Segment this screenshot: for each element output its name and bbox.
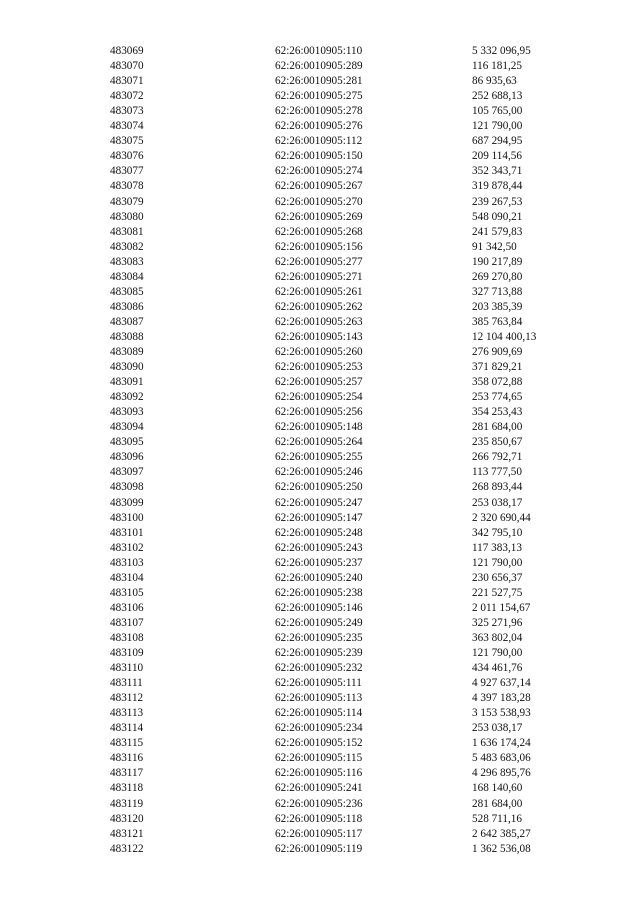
table-row xyxy=(0,270,640,285)
table-row xyxy=(0,842,640,857)
cadastral-value: 86 935,63 xyxy=(472,75,517,88)
record-number: 483108 xyxy=(110,631,144,644)
table-row xyxy=(0,450,640,465)
cadastral-number: 62:26:0010905:114 xyxy=(275,707,363,720)
cadastral-number: 62:26:0010905:250 xyxy=(275,481,363,494)
cadastral-number: 62:26:0010905:112 xyxy=(275,135,363,148)
record-number: 483081 xyxy=(110,225,144,238)
cadastral-value: 2 642 385,27 xyxy=(472,827,531,840)
table-row xyxy=(0,74,640,89)
record-number: 483122 xyxy=(110,842,144,855)
cadastral-value: 268 893,44 xyxy=(472,481,523,494)
cadastral-value: 2 011 154,67 xyxy=(472,601,531,614)
cadastral-number: 62:26:0010905:143 xyxy=(275,330,363,343)
cadastral-value: 276 909,69 xyxy=(472,346,523,358)
record-number: 483117 xyxy=(110,767,144,780)
cadastral-value: 113 777,50 xyxy=(472,466,522,479)
record-number: 483094 xyxy=(110,421,144,434)
cadastral-value: 203 385,39 xyxy=(472,300,523,313)
record-number: 483086 xyxy=(110,300,144,313)
cadastral-number: 62:26:0010905:277 xyxy=(275,255,363,268)
table-row xyxy=(0,736,640,751)
record-number: 483090 xyxy=(110,361,144,374)
table-row xyxy=(0,210,640,225)
record-number: 483091 xyxy=(110,376,144,389)
table-row xyxy=(0,480,640,495)
cadastral-value: 221 527,75 xyxy=(472,586,523,599)
record-number: 483105 xyxy=(110,586,144,599)
cadastral-number: 62:26:0010905:240 xyxy=(275,571,363,584)
table-row xyxy=(0,119,640,134)
table-row xyxy=(0,676,640,691)
record-number: 483070 xyxy=(110,60,144,73)
cadastral-number: 62:26:0010905:256 xyxy=(275,406,363,419)
table-row xyxy=(0,225,640,240)
record-number: 483083 xyxy=(110,255,144,268)
cadastral-number: 62:26:0010905:289 xyxy=(275,60,363,73)
record-number: 483109 xyxy=(110,647,144,659)
cadastral-value: 319 878,44 xyxy=(472,180,523,193)
cadastral-number: 62:26:0010905:247 xyxy=(275,496,363,509)
cadastral-number: 62:26:0010905:268 xyxy=(275,225,363,238)
cadastral-value: 12 104 400,13 xyxy=(472,330,537,343)
table-row xyxy=(0,511,640,526)
record-number: 483069 xyxy=(110,45,144,57)
cadastral-value: 371 829,21 xyxy=(472,361,523,374)
cadastral-number: 62:26:0010905:263 xyxy=(275,315,363,328)
record-number: 483079 xyxy=(110,195,144,208)
table-row xyxy=(0,601,640,616)
table-row xyxy=(0,766,640,781)
table-row xyxy=(0,571,640,586)
table-row xyxy=(0,164,640,179)
record-number: 483103 xyxy=(110,556,144,569)
cadastral-number: 62:26:0010905:234 xyxy=(275,722,363,735)
record-number: 483087 xyxy=(110,315,144,328)
cadastral-value: 528 711,16 xyxy=(472,812,522,825)
cadastral-number: 62:26:0010905:235 xyxy=(275,631,363,644)
record-number: 483071 xyxy=(110,75,144,88)
cadastral-value: 3 153 538,93 xyxy=(472,707,531,720)
record-number: 483099 xyxy=(110,496,144,509)
cadastral-number: 62:26:0010905:270 xyxy=(275,195,363,208)
cadastral-value: 1 362 536,08 xyxy=(472,842,531,855)
cadastral-number: 62:26:0010905:119 xyxy=(275,842,363,855)
cadastral-value: 4 296 895,76 xyxy=(472,767,531,780)
cadastral-number: 62:26:0010905:239 xyxy=(275,647,363,659)
record-number: 483116 xyxy=(110,752,144,765)
table-row xyxy=(0,345,640,360)
table-row xyxy=(0,631,640,646)
table-row xyxy=(0,360,640,375)
cadastral-value: 327 713,88 xyxy=(472,285,523,298)
table-row xyxy=(0,300,640,315)
cadastral-value: 5 332 096,95 xyxy=(472,45,531,57)
table-row xyxy=(0,616,640,631)
cadastral-number: 62:26:0010905:281 xyxy=(275,75,363,88)
cadastral-value: 241 579,83 xyxy=(472,225,523,238)
table-row xyxy=(0,89,640,104)
cadastral-value: 4 927 637,14 xyxy=(472,677,531,690)
cadastral-number: 62:26:0010905:147 xyxy=(275,511,363,524)
table-row xyxy=(0,751,640,766)
record-number: 483102 xyxy=(110,541,144,554)
table-row xyxy=(0,134,640,149)
table-row xyxy=(0,797,640,812)
cadastral-value: 117 383,13 xyxy=(472,541,522,554)
table-row xyxy=(0,435,640,450)
cadastral-number: 62:26:0010905:116 xyxy=(275,767,363,780)
table-row xyxy=(0,149,640,164)
cadastral-number: 62:26:0010905:237 xyxy=(275,556,363,569)
record-number: 483077 xyxy=(110,165,144,178)
cadastral-value: 269 270,80 xyxy=(472,270,523,283)
cadastral-number: 62:26:0010905:110 xyxy=(275,45,363,57)
record-number: 483089 xyxy=(110,346,144,358)
cadastral-value: 363 802,04 xyxy=(472,631,523,644)
record-number: 483072 xyxy=(110,90,144,103)
cadastral-number: 62:26:0010905:152 xyxy=(275,737,363,750)
cadastral-number: 62:26:0010905:118 xyxy=(275,812,363,825)
table-row xyxy=(0,375,640,390)
cadastral-number: 62:26:0010905:113 xyxy=(275,692,363,705)
table-row xyxy=(0,59,640,74)
table-row xyxy=(0,104,640,119)
cadastral-value: 434 461,76 xyxy=(472,662,523,675)
cadastral-number: 62:26:0010905:115 xyxy=(275,752,363,765)
cadastral-number: 62:26:0010905:260 xyxy=(275,346,363,358)
cadastral-number: 62:26:0010905:148 xyxy=(275,421,363,434)
table-row xyxy=(0,240,640,255)
cadastral-value: 239 267,53 xyxy=(472,195,523,208)
cadastral-value: 2 320 690,44 xyxy=(472,511,531,524)
record-number: 483095 xyxy=(110,436,144,449)
cadastral-number: 62:26:0010905:269 xyxy=(275,210,363,223)
record-number: 483097 xyxy=(110,466,144,479)
record-number: 483075 xyxy=(110,135,144,148)
record-number: 483088 xyxy=(110,330,144,343)
table-row xyxy=(0,315,640,330)
cadastral-number: 62:26:0010905:261 xyxy=(275,285,363,298)
cadastral-number: 62:26:0010905:254 xyxy=(275,391,363,404)
table-row xyxy=(0,691,640,706)
cadastral-number: 62:26:0010905:257 xyxy=(275,376,363,389)
table-row xyxy=(0,541,640,556)
cadastral-value: 230 656,37 xyxy=(472,571,523,584)
cadastral-number: 62:26:0010905:271 xyxy=(275,270,363,283)
record-number: 483082 xyxy=(110,240,144,253)
cadastral-value: 4 397 183,28 xyxy=(472,692,531,705)
record-number: 483085 xyxy=(110,285,144,298)
cadastral-value: 325 271,96 xyxy=(472,616,523,629)
record-number: 483073 xyxy=(110,105,144,118)
cadastral-value: 281 684,00 xyxy=(472,421,523,434)
cadastral-value: 266 792,71 xyxy=(472,451,523,464)
record-number: 483104 xyxy=(110,571,144,584)
table-row xyxy=(0,496,640,511)
record-number: 483107 xyxy=(110,616,144,629)
cadastral-value: 116 181,25 xyxy=(472,60,522,73)
cadastral-value: 253 038,17 xyxy=(472,496,523,509)
cadastral-number: 62:26:0010905:246 xyxy=(275,466,363,479)
cadastral-number: 62:26:0010905:243 xyxy=(275,541,363,554)
table-row xyxy=(0,812,640,827)
record-number: 483121 xyxy=(110,827,144,840)
cadastral-value: 687 294,95 xyxy=(472,135,523,148)
record-number: 483115 xyxy=(110,737,144,750)
cadastral-value: 235 850,67 xyxy=(472,436,523,449)
table-row xyxy=(0,646,640,661)
record-number: 483119 xyxy=(110,797,144,810)
record-number: 483111 xyxy=(110,677,143,690)
cadastral-number: 62:26:0010905:276 xyxy=(275,120,363,133)
cadastral-value: 252 688,13 xyxy=(472,90,523,103)
record-number: 483110 xyxy=(110,662,144,675)
cadastral-value: 5 483 683,06 xyxy=(472,752,531,765)
cadastral-value: 358 072,88 xyxy=(472,376,523,389)
cadastral-number: 62:26:0010905:111 xyxy=(275,677,362,690)
cadastral-number: 62:26:0010905:156 xyxy=(275,240,363,253)
record-number: 483100 xyxy=(110,511,144,524)
table-row xyxy=(0,706,640,721)
cadastral-number: 62:26:0010905:236 xyxy=(275,797,363,810)
table-row xyxy=(0,827,640,842)
record-number: 483076 xyxy=(110,150,144,163)
record-number: 483098 xyxy=(110,481,144,494)
record-number: 483106 xyxy=(110,601,144,614)
cadastral-value: 209 114,56 xyxy=(472,150,522,163)
cadastral-number: 62:26:0010905:262 xyxy=(275,300,363,313)
table-row xyxy=(0,721,640,736)
table-row xyxy=(0,195,640,210)
table-row xyxy=(0,285,640,300)
table-row xyxy=(0,44,640,59)
cadastral-value: 105 765,00 xyxy=(472,105,523,118)
cadastral-value: 281 684,00 xyxy=(472,797,523,810)
table-row xyxy=(0,330,640,345)
table-row xyxy=(0,390,640,405)
record-number: 483093 xyxy=(110,406,144,419)
cadastral-value: 253 774,65 xyxy=(472,391,523,404)
record-number: 483101 xyxy=(110,526,144,539)
record-number: 483080 xyxy=(110,210,144,223)
table-row xyxy=(0,781,640,796)
cadastral-number: 62:26:0010905:146 xyxy=(275,601,363,614)
cadastral-number: 62:26:0010905:253 xyxy=(275,361,363,374)
record-number: 483113 xyxy=(110,707,144,720)
table-row xyxy=(0,556,640,571)
cadastral-number: 62:26:0010905:238 xyxy=(275,586,363,599)
record-number: 483074 xyxy=(110,120,144,133)
cadastral-number: 62:26:0010905:275 xyxy=(275,90,363,103)
cadastral-value: 385 763,84 xyxy=(472,315,523,328)
cadastral-value: 121 790,00 xyxy=(472,647,523,659)
table-row xyxy=(0,255,640,270)
record-number: 483114 xyxy=(110,722,144,735)
record-number: 483120 xyxy=(110,812,144,825)
cadastral-value: 548 090,21 xyxy=(472,210,523,223)
cadastral-value: 354 253,43 xyxy=(472,406,523,419)
cadastral-number: 62:26:0010905:241 xyxy=(275,782,363,795)
cadastral-value: 121 790,00 xyxy=(472,556,523,569)
cadastral-number: 62:26:0010905:249 xyxy=(275,616,363,629)
cadastral-value: 190 217,89 xyxy=(472,255,523,268)
cadastral-number: 62:26:0010905:255 xyxy=(275,451,363,464)
table-row xyxy=(0,526,640,541)
record-number: 483096 xyxy=(110,451,144,464)
table-row xyxy=(0,179,640,194)
table-row xyxy=(0,420,640,435)
cadastral-number: 62:26:0010905:278 xyxy=(275,105,363,118)
cadastral-value: 121 790,00 xyxy=(472,120,523,133)
cadastral-number: 62:26:0010905:274 xyxy=(275,165,363,178)
cadastral-value: 168 140,60 xyxy=(472,782,523,795)
table-row xyxy=(0,465,640,480)
record-number: 483092 xyxy=(110,391,144,404)
cadastral-value: 91 342,50 xyxy=(472,240,517,253)
cadastral-value: 352 343,71 xyxy=(472,165,523,178)
table-row xyxy=(0,586,640,601)
record-number: 483084 xyxy=(110,270,144,283)
table-row xyxy=(0,661,640,676)
record-number: 483112 xyxy=(110,692,144,705)
cadastral-value: 253 038,17 xyxy=(472,722,523,735)
cadastral-value: 342 795,10 xyxy=(472,526,523,539)
table-row xyxy=(0,405,640,420)
cadastral-number: 62:26:0010905:232 xyxy=(275,662,363,675)
record-number: 483078 xyxy=(110,180,144,193)
record-number: 483118 xyxy=(110,782,144,795)
cadastral-number: 62:26:0010905:248 xyxy=(275,526,363,539)
cadastral-number: 62:26:0010905:267 xyxy=(275,180,363,193)
cadastral-number: 62:26:0010905:117 xyxy=(275,827,363,840)
cadastral-number: 62:26:0010905:264 xyxy=(275,436,363,449)
cadastral-number: 62:26:0010905:150 xyxy=(275,150,363,163)
cadastral-value: 1 636 174,24 xyxy=(472,737,531,750)
